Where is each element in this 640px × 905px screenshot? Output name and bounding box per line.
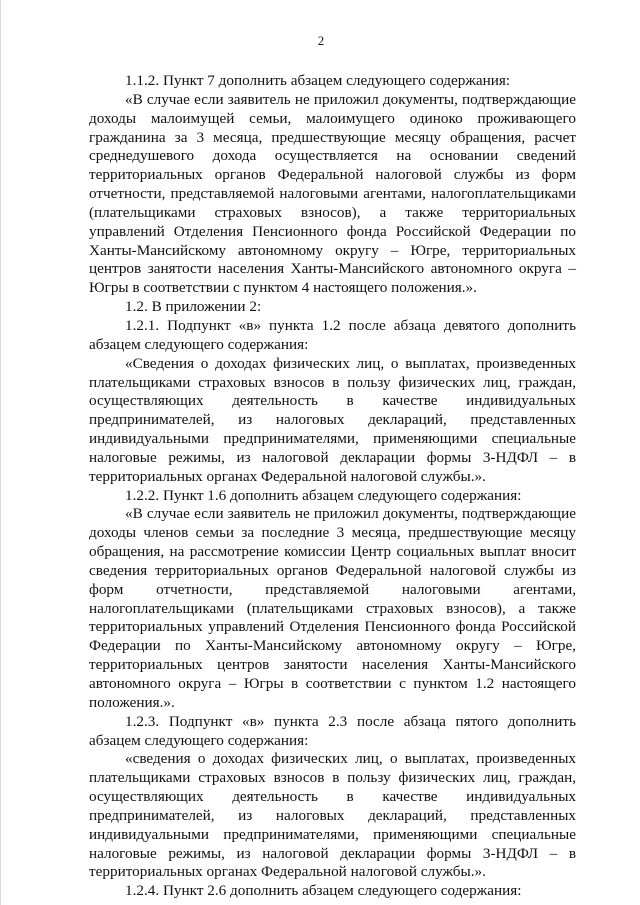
paragraph-1-2-4-heading: 1.2.4. Пункт 2.6 дополнить абзацем следующего содержания: <box>125 882 522 900</box>
paragraph-1-2-1-text: «Сведения о доходах физических лиц, о выплатах, произведенных плательщиками страховых взносов в пользу физических лиц, граждан, осуществляющих деятельность в качестве индивидуальных предпринимателей, из налоговых деклараций, представленных индивидуальными предпринимателями, применяющими специальные налоговые режимы, из налоговой декларации формы 3-НДФЛ – в территориальных органах Федеральной налоговой службы.». <box>89 354 576 485</box>
paragraph-1-1-2-heading: 1.1.2. Пункт 7 дополнить абзацем следующего содержания: <box>125 72 511 89</box>
paragraph-1-2-2-heading: 1.2.2. Пункт 1.6 дополнить абзацем следующего содержания: <box>125 486 522 504</box>
paragraph-1-2-heading: 1.2. В приложении 2: <box>125 298 262 316</box>
paragraph-1-2-3-heading: 1.2.3. Подпункт «в» пункта 2.3 после абзаца пятого дополнить абзацем следующего содержания: <box>89 712 576 749</box>
paragraph-1-2-2-text: «В случае если заявитель не приложил документы, подтверждающие доходы членов семьи за последние 3 месяца, предшествующие месяцу обращения, на рассмотрение комиссии Центр социальных выплат вносит сведения территориальных органов Федеральной налоговой службы из форм отчетности, представляемой налоговыми агентами, налогоплательщиками (плательщиками страховых взносов), а также территориальных управлений Отделения Пенсионного фонда Российской Федерации по Ханты-Мансийскому автономному округу – Югре, территориальных центров занятости населения Ханты-Мансийского автономного округа – Югры в соответствии с пунктом 1.2 настоящего положения.». <box>89 505 576 711</box>
page-number: 2 <box>317 34 325 48</box>
document-body <box>89 72 576 901</box>
paragraph-1-2-1-heading: 1.2.1. Подпункт «в» пункта 1.2 после абзаца девятого дополнить абзацем следующего содержания: <box>89 316 576 353</box>
paragraph-1-2-3-text: «сведения о доходах физических лиц, о выплатах, произведенных плательщиками страховых взносов в пользу физических лиц, граждан, осуществляющих деятельность в качестве индивидуальных предпринимателей, из налоговых деклараций, представленных индивидуальными предпринимателями, применяющими специальные налоговые режимы, из налоговой декларации формы 3-НДФЛ – в территориальных органах Федеральной налоговой службы.». <box>89 750 576 881</box>
paragraph-1-1-2-text: «В случае если заявитель не приложил документы, подтверждающие доходы малоимущей семьи, малоимущего одиноко проживающего гражданина за 3 месяца, предшествующие месяцу обращения, расчет среднедушевого дохода осуществляется на основании сведений территориальных органов Федеральной налоговой службы из форм отчетности, представляемой налоговыми агентами, налогоплательщиками (плательщиками страховых взносов), а также территориальных управлений Отделения Пенсионного фонда Российской Федерации по Ханты-Мансийскому автономному округу – Югре, территориальных центров занятости населения Ханты-Мансийского автономного округа – Югры в соответствии с пунктом 4 настоящего положения.». <box>89 90 576 297</box>
